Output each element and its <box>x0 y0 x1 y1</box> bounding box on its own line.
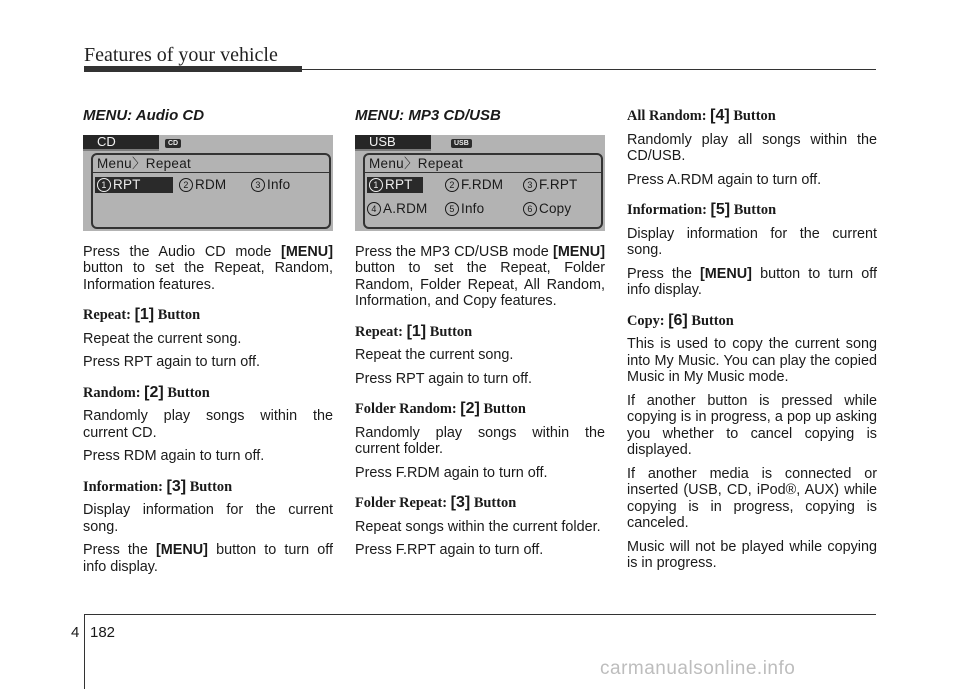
paragraph: If another media is connected or inserted (USB, CD, iPod®, AUX) while copying is in progress, copying is canceled. <box>627 465 877 531</box>
screen-tab: USB <box>355 135 431 151</box>
paragraph: Press RPT again to turn off. <box>355 370 533 387</box>
screen-mode-tag: USB <box>451 139 472 148</box>
paragraph: Display information for the current song. <box>83 502 333 535</box>
paragraph: Repeat songs within the current folder. <box>355 518 601 535</box>
header-rule <box>84 69 876 71</box>
screen-menu-title: Menu〉Repeat <box>369 155 464 171</box>
screen-menu-panel <box>91 153 331 229</box>
heading-copy: Copy: [6] Button <box>627 311 734 329</box>
paragraph: Repeat the current song. <box>355 347 514 363</box>
section-title-mp3-usb: MENU: MP3 CD/USB <box>355 107 501 124</box>
cd-menu-screen <box>83 135 333 231</box>
screen-menu-title: Menu〉Repeat <box>97 155 192 171</box>
screen-option-copy: 6 Copy <box>523 201 571 218</box>
paragraph: Press F.RPT again to turn off. <box>355 542 544 558</box>
usb-menu-screen <box>355 135 605 231</box>
heading-information: Information: [5] Button <box>627 201 777 218</box>
intro-paragraph: Press the Audio CD mode [MENU] button to set the Repeat, Random, Information features. <box>83 243 333 293</box>
paragraph: Press A.RDM again to turn off. <box>627 171 822 188</box>
screen-option-info: 5 Info <box>445 201 484 218</box>
paragraph: Display information for the current song. <box>627 225 877 258</box>
paragraph: Press F.RDM again to turn off. <box>355 464 548 481</box>
column-audio-cd <box>83 108 333 582</box>
paragraph: Repeat the current song. <box>83 330 242 347</box>
screen-divider <box>93 172 329 174</box>
paragraph: Randomly play songs within the current CD. <box>83 408 333 441</box>
footer-rule <box>84 614 876 615</box>
screen-tab: CD <box>83 135 159 151</box>
paragraph: Press RDM again to turn off. <box>83 448 265 464</box>
screen-mode-tag: CD <box>165 139 181 148</box>
heading-repeat: Repeat: [1] Button <box>83 306 201 323</box>
screen-option-rpt: 1 RPT <box>367 177 423 194</box>
screen-option-rpt: 1 RPT <box>95 177 173 194</box>
screen-option-frdm: 2 F.RDM <box>445 177 503 194</box>
page-number: 182 <box>90 624 116 641</box>
heading-folder-repeat: Folder Repeat: [3] Button <box>355 494 517 511</box>
heading-folder-random: Folder Random: [2] Button <box>355 400 526 417</box>
page-header-title: Features of your vehicle <box>84 44 278 66</box>
heading-random: Random: [2] Button <box>83 383 210 401</box>
heading-information: Information: [3] Button <box>83 477 233 495</box>
heading-all-random: All Random: [4] Button <box>627 107 776 124</box>
chapter-number: 4 <box>71 624 80 641</box>
screen-option-frpt: 3 F.RPT <box>523 177 578 194</box>
screen-option-rdm: 2 RDM <box>179 177 226 194</box>
paragraph: Randomly play songs within the current folder. <box>355 424 605 457</box>
paragraph: Press the [MENU] button to turn off info display. <box>83 542 333 575</box>
intro-paragraph: Press the MP3 CD/USB mode [MENU] button to set the Repeat, Folder Random, Folder Repeat, All Random, Information, and Copy features. <box>355 243 605 309</box>
section-title-audio-cd: MENU: Audio CD <box>83 107 205 124</box>
footer-divider <box>84 615 85 689</box>
paragraph: Press the [MENU] button to turn off info display. <box>627 265 877 298</box>
paragraph: This is used to copy the current song into My Music. You can play the copied Music in My Music mode. <box>627 336 877 385</box>
screen-option-info: 3 Info <box>251 177 290 194</box>
heading-repeat: Repeat: [1] Button <box>355 322 473 340</box>
paragraph: Randomly play all songs within the CD/USB. <box>627 131 877 164</box>
paragraph: Music will not be played while copying is in progress. <box>627 538 877 571</box>
watermark: carmanualsonline.info <box>600 658 796 679</box>
screen-divider <box>365 172 601 174</box>
column-continued <box>627 98 877 579</box>
paragraph: If another button is pressed while copying is in progress, a pop up asking you whether to cancel copying is displayed. <box>627 392 877 458</box>
paragraph: Press RPT again to turn off. <box>83 354 261 370</box>
column-mp3-usb <box>355 108 605 566</box>
screen-menu-panel <box>363 153 603 229</box>
screen-option-ardm: 4 A.RDM <box>367 201 428 218</box>
